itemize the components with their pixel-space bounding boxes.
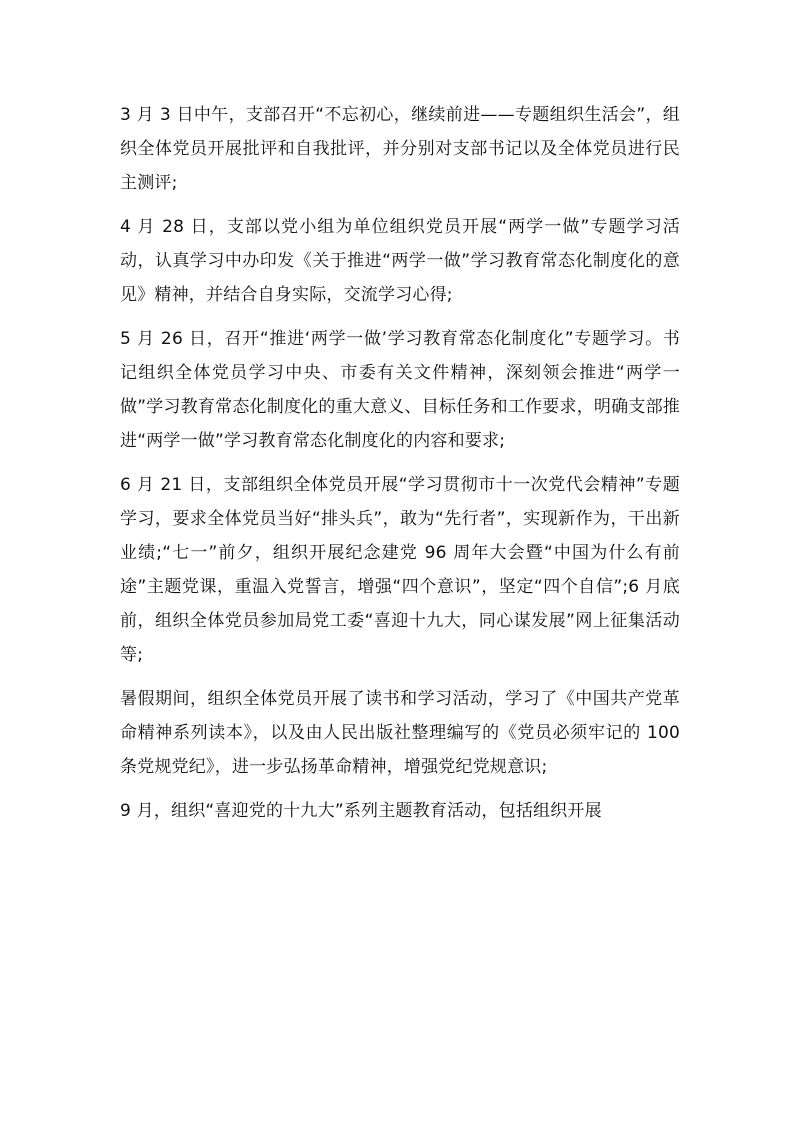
document-body — [120, 98, 680, 838]
paragraph-june-21: 6 月 21 日，支部组织全体党员开展“学习贯彻市十一次党代会精神”专题学习，要求全体党员当好“排头兵”，敢为“先行者”，实现新作为，干出新业绩;“七一”前夕，组织开展纪念建党 96 周年大会暨“中国为什么有前途”主题党课，重温入党誓言，增强“四个意识”，坚定“四个自信”;6 月底前，组织全体党员参加局党工委“喜迎十九大，同心谋发展”网上征集活动等; — [120, 475, 680, 665]
paragraph-april-28: 4 月 28 日，支部以党小组为单位组织党员开展“两学一做”专题学习活动，认真学习中办印发《关于推进“两学一做”学习教育常态化制度化的意见》精神，并结合自身实际，交流学习心得; — [120, 217, 680, 305]
paragraph-september: 9 月，组织“喜迎党的十九大”系列主题教育活动，包括组织开展 — [120, 801, 602, 821]
paragraph-may-26: 5 月 26 日，召开“推进‘两学一做’学习教育常态化制度化”专题学习。书记组织全体党员学习中央、市委有关文件精神，深刻领会推进“两学一做”学习教育常态化制度化的重大意义、目标任务和工作要求，明确支部推进“两学一做”学习教育常态化制度化的内容和要求; — [120, 329, 680, 451]
paragraph-summer: 暑假期间，组织全体党员开展了读书和学习活动，学习了《中国共产党革命精神系列读本》，以及由人民出版社整理编写的《党员必须牢记的 100 条党规党纪》，进一步弘扬革命精神，增强党纪党规意识; — [120, 689, 680, 777]
paragraph-march-3: 3 月 3 日中午，支部召开“不忘初心，继续前进——专题组织生活会”，组织全体党员开展批评和自我批评，并分别对支部书记以及全体党员进行民主测评; — [120, 105, 680, 193]
